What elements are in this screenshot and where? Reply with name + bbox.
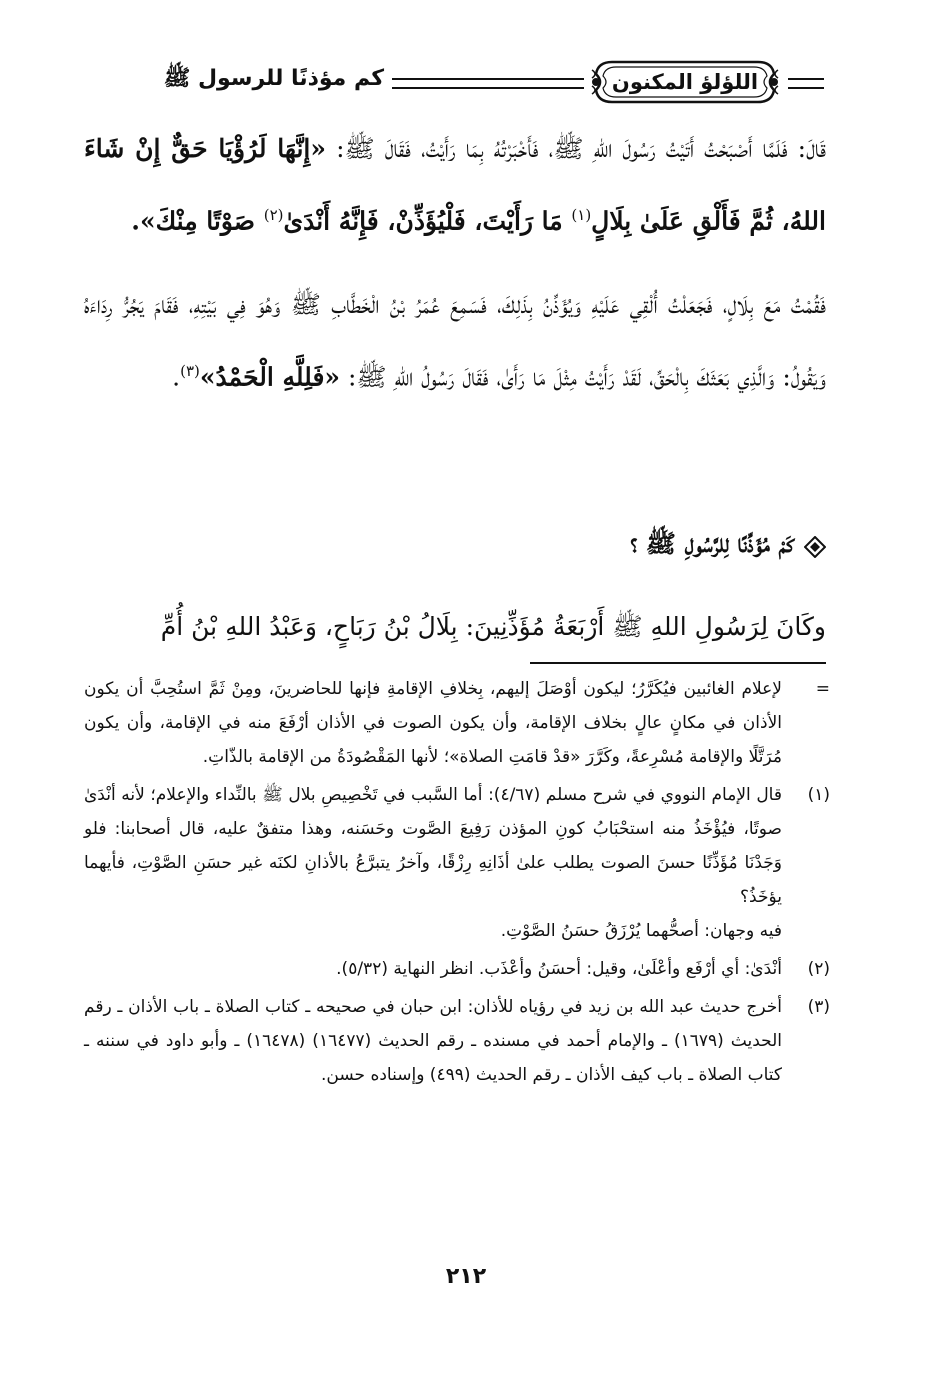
footnote	[84, 952, 830, 986]
footnote-mark: =	[815, 679, 830, 699]
paragraph-gap	[84, 254, 826, 272]
footnote-text: أخرج حديث عبد الله بن زيد في رؤياه للأذان: ابن حبان في صحيحه ـ كتاب الصلاة ـ باب الأذان ـ رقم الحديث (١٦٧٩) ـ والإمام أحمد في مسنده ـ رقم الحديث (١٦٤٧٧) (١٦٤٧٨) ـ وأبو داود في سننه ـ كتاب الصلاة ـ باب كيف الأذان ـ رقم الحديث (٤٩٩) وإسناده حسن.	[84, 997, 783, 1085]
footnote-ref: (٢)	[263, 206, 284, 224]
footnote-mark: (١)	[807, 785, 830, 805]
footnote-separator	[530, 662, 826, 664]
text-run: قَالَ: فَلَمَّا أَصْبَحْتُ أَتَيْتُ رَسُولَ اللهِ ﷺ، فَأَخْبَرْتُهُ بِمَا رَأَيْتُ، فَقَالَ ﷺ:	[336, 134, 826, 163]
footnotes	[84, 672, 830, 1092]
prophet-quote: «فَلِلَّهِ الْحَمْدُ»	[199, 362, 341, 392]
footnote	[84, 778, 830, 948]
ornament-diamond-icon	[804, 536, 826, 558]
paragraph	[84, 272, 826, 410]
page-number: ٢١٢	[445, 1264, 487, 1289]
paragraph: وكَانَ لِرَسُولِ اللهِ ﷺ أَرْبَعَةُ مُؤَذِّنِينَ: بِلَالُ بْنُ رَبَاحٍ، وَعَبْدُ اللهِ بْنُ أُمِّ	[160, 612, 826, 641]
section-heading	[630, 528, 826, 565]
footnote	[84, 990, 830, 1092]
footnote	[84, 672, 830, 774]
header-rule	[392, 78, 584, 89]
paragraph	[84, 116, 826, 254]
footnote-text: فيه وجهان: أصحُّهما يُرْزَقُ حسَنُ الصَّوْتِ.	[500, 921, 782, 941]
prophet-quote: صَوْتًا مِنْكَ».	[131, 206, 264, 236]
section-heading-text: كَمْ مُؤَذِّنًا لِلرَّسُولِ ﷺ ؟	[630, 529, 794, 558]
footnote-text: قال الإمام النووي في شرح مسلم (٤/٦٧): أما السَّبب في تَخْصِيصِ بلال ﷺ بالنِّداء والإعلام؛ لأنه أنْدَىٰ صوتًا، فيُؤْخَذُ منه استحْبَابُ كونِ المؤذن رَفِيعَ الصَّوت وحَسَنه، وهذا متفقٌ عليه، قال أصحابنا: فلو وَجَدْنَا مُؤَذِّنًا حسنَ الصوت يطلب علىٰ أذَانِهِ رِزْقًا، وآخرُ يتبرَّعُ بالأذانِ لكنَه غير حسَنِ الصَّوْتِ، فأيهما يؤخَذُ؟	[84, 785, 782, 907]
text-run: فَقُمْتُ مَعَ بِلَالٍ، فَجَعَلْتُ أُلْقِي عَلَيْهِ وَيُؤَذِّنُ بِذَلِكَ، فَسَمِعَ عُمَرُ بْنُ الْخَطَّابِ ﷺ وَهُوَ فِي بَيْتِهِ، فَقَامَ يَجُرُّ رِدَاءَهُ وَيَقُولُ: وَالَّذِي بَعَثَكَ بِالْحَقِّ، لَقَدْ رَأَيْتُ مِثْلَ مَا رَأَىٰ، فَقَالَ رَسُولُ اللهِ ﷺ:	[84, 290, 826, 392]
prophet-quote: «إِنَّهَا لَرُؤْيَا حَقٌّ إِنْ شَاءَ اللهُ، ثُمَّ فَأَلْقِ عَلَىٰ بِلَالٍ	[84, 134, 826, 236]
footnote-ref: (٣)	[180, 362, 200, 381]
chapter-title: كم مؤذنًا للرسول ﷺ	[163, 66, 384, 91]
main-text	[84, 116, 826, 411]
footnote-mark: (٢)	[807, 959, 830, 979]
running-header	[72, 52, 824, 112]
header-rule	[788, 78, 824, 89]
book-title: اللؤلؤ المكنون	[611, 70, 759, 94]
footnote-text: أنْدَىٰ: أي أرْفَع وأعْلَىٰ، وقيل: أحسَنُ وأعْذَب. انظر النهاية (٥/٣٢).	[336, 959, 782, 979]
footnote-mark: (٣)	[807, 997, 830, 1017]
prophet-quote: مَا رَأَيْتَ، فَلْيُؤَذِّنْ، فَإِنَّهُ أَنْدَىٰ	[283, 206, 572, 236]
text-run: .	[172, 362, 181, 392]
footnote-text: لإعلام الغائبين فيُكَرَّرُ؛ ليكون أوْصَلَ إليهم، بِخلافِ الإقامةِ فإنها للحاضرينَ، ومِنْ ثَمَّ استُحِبَّ أن يكون الأذان في مكانٍ عالٍ بخلاف الإقامة، وأن يكون الصوت في الأذان أرْفَعَ منه في الإقامة، وأن يكون مُرَتَّلًا والإقامة مُسْرِعةً، وكَرَّرَ «قدْ قامَتِ الصلاة»؛ لأنها المَقْصُودَةُ من الإقامة بالذّاتِ.	[84, 679, 782, 767]
footnote-ref: (١)	[571, 206, 592, 224]
